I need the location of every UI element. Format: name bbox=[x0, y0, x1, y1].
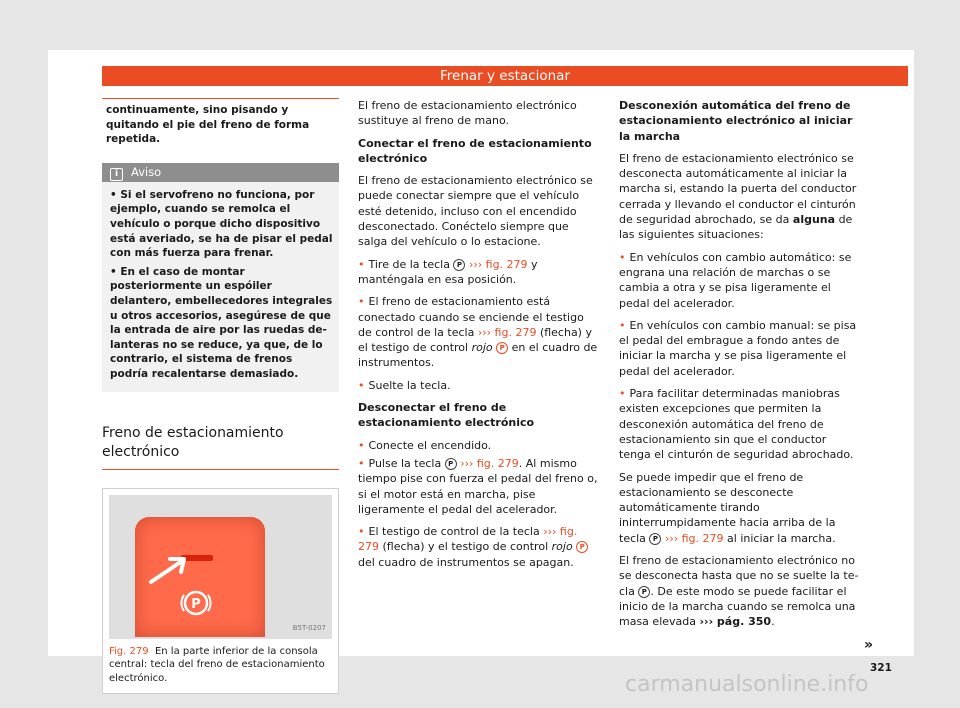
figure-image bbox=[109, 495, 332, 639]
aviso-body bbox=[102, 182, 339, 392]
parking-brake-warning-icon: P bbox=[576, 541, 588, 553]
manual-page bbox=[48, 50, 914, 684]
aviso-title: Aviso bbox=[131, 164, 162, 179]
parking-brake-icon bbox=[180, 587, 212, 619]
bullet-item: • Pulse la tecla P ››› fig. 279. Al mismo tiempo pise con fuerza el pedal del freno o, si el motor está en marcha, pise ligeramente el pedal del acelerador. bbox=[358, 456, 598, 516]
parking-brake-icon: P bbox=[445, 458, 457, 470]
figure-caption: Fig. 279 En la parte inferior de la consola central: tecla del freno de estacionamiento electrónico. bbox=[109, 645, 325, 684]
intro-text: continuamente, sino pisando y quitando el pie del freno de forma repetida. bbox=[106, 104, 310, 146]
figure-label: Fig. 279 bbox=[109, 645, 149, 657]
paragraph: El freno de estacionamiento electrónico se puede conectar siempre que el vehículo esté detenido, incluso con el encendido desconectado. Conéctelo siempre que salga del vehículo o lo estacione. bbox=[358, 174, 593, 249]
figure-ref-link[interactable]: ››› fig. 279 bbox=[460, 456, 519, 470]
svg-text:P: P bbox=[191, 596, 201, 612]
bullet-item: • Para facilitar determinadas maniobras existen excepciones que permiten la desconexión automática del freno de estacionamiento sin que el conductor tenga el cinturón de seguridad abrochado. bbox=[619, 387, 854, 462]
parking-brake-icon: P bbox=[649, 533, 661, 545]
arrow-icon bbox=[148, 555, 192, 585]
figure-279 bbox=[102, 488, 339, 695]
bullet-item: • Suelte la tecla. bbox=[358, 378, 451, 392]
bullet-item: • El testigo de control de la tecla ››› fig. 279 (flecha) y el testigo de control rojo P del cuadro de instrumentos se apagan. bbox=[358, 524, 598, 570]
column-right bbox=[619, 98, 859, 637]
figure-ref-link[interactable]: ››› fig. 279 bbox=[468, 257, 528, 271]
figure-ref-link[interactable]: ››› fig. 279 bbox=[358, 525, 578, 554]
info-icon: i bbox=[110, 168, 123, 181]
bullet-item: • En vehículos con cambio automático: se engrana una relación de marchas o se cambia a otra y se pisa ligeramente el pedal del acelerador. bbox=[619, 250, 852, 310]
subheading: Desconexión automática del freno de estacionamiento electrónico al iniciar la marcha bbox=[619, 99, 853, 143]
subheading: Conectar el freno de estacionamiento electrónico bbox=[358, 136, 592, 165]
section-title: Freno de estacionamiento electrónico bbox=[102, 424, 339, 470]
page-number: 321 bbox=[870, 662, 892, 674]
bullet-item: • El freno de estacionamiento está conectado cuando se enciende el testigo de control de la tecla ››› fig. 279 (flecha) y el testigo de control rojo P en el cuadro de instrumentos. bbox=[358, 295, 598, 370]
column-middle bbox=[358, 98, 598, 577]
parking-brake-icon: P bbox=[638, 586, 650, 598]
figure-ref-link[interactable]: ››› fig. 279 bbox=[664, 531, 724, 545]
paragraph: Se puede impedir que el freno de estacionamiento se desconecte automáticamente tirando ininterrumpidamente hacia arriba de la tecla P ››› fig. 279 al iniciar la marcha. bbox=[619, 470, 836, 545]
continue-marker: » bbox=[864, 637, 874, 653]
watermark: carmanualsonline.info bbox=[625, 672, 869, 697]
aviso-title-bar bbox=[102, 163, 339, 182]
aviso-box bbox=[102, 163, 339, 392]
subheading: Desconectar el freno de estacionamiento electrónico bbox=[358, 401, 535, 430]
paragraph: El freno de estacionamiento electrónico no se desconecta hasta que no se suelte la tecla P . De este modo se puede facilitar el inicio de la marcha cuando se remolca una masa elevada ››› pág. 350. bbox=[619, 554, 859, 629]
figure-code: B5T-0207 bbox=[292, 624, 326, 633]
bullet-item: • Conecte el encendido. bbox=[358, 438, 492, 452]
column-left bbox=[102, 98, 339, 694]
paragraph: El freno de estacionamiento electrónico sustituye al freno de mano. bbox=[358, 99, 577, 128]
paragraph: El freno de estacionamiento electrónico se desconecta automáticamente al iniciar la marcha si, estando la puerta del conductor cerrada y llevando el conductor el cinturón de seguridad abrochado, se da alguna de las siguientes situaciones: bbox=[619, 151, 857, 242]
bullet-item: • Tire de la tecla P ››› fig. 279 y manténgala en esa posición. bbox=[358, 257, 538, 286]
parking-brake-button-illustration bbox=[135, 517, 265, 637]
bullet-item: • En vehículos con cambio manual: se pisa el pedal del embrague a fondo antes de iniciar la marcha y se pisa ligeramente el pedal del acelerador. bbox=[619, 318, 857, 378]
aviso-item: • En el caso de montar posteriormente un espóiler delantero, embellecedores integrales u otros accesorios, asegúrese de que la entrada de aire por las ruedas delanteras no se reduce, ya que, de lo contrario, el sistema de frenos podría recalentarse demasiado. bbox=[110, 265, 333, 380]
parking-brake-icon: P bbox=[453, 259, 465, 271]
page-header: Frenar y estacionar bbox=[102, 66, 908, 86]
aviso-item: • Si el servofreno no funciona, por ejemplo, cuando se remolca el vehículo o porque dicho dispositivo está averiado, se ha de pisar el pedal con más fuerza para frenar. bbox=[110, 188, 333, 260]
figure-ref-link[interactable]: ››› fig. 279 bbox=[477, 325, 537, 339]
parking-brake-warning-icon: P bbox=[496, 342, 508, 354]
page-ref-link[interactable]: ››› pág. 350 bbox=[699, 615, 772, 629]
